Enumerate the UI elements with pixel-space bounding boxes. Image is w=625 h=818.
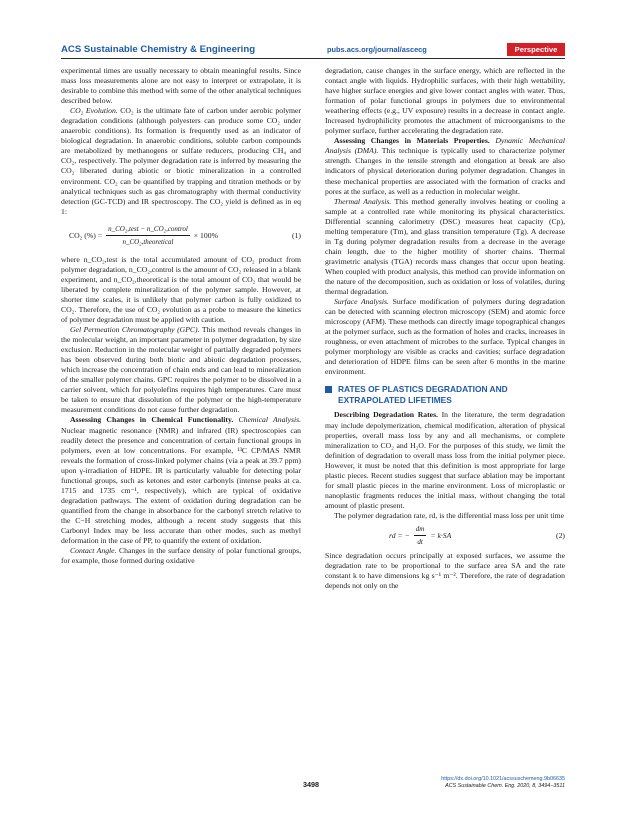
- doi-link[interactable]: https://dx.doi.org/10.1021/acssuschemeng.9b06635: [441, 776, 565, 782]
- paragraph-text: This method reveals changes in the molecular weight, an important parameter in polymer degradation, by size exclusion. Reduction in the molecular weight of partially degraded polymers has been observed during both biotic and abiotic degradation processes, which increase the concentration of chain ends and can lead to mineralization of the smaller polymer chains. GPC requires the polymer to be dissolved in a carrier solvent, which for polyolefins requires high temperatures. Care must be taken to ensure that dissolution of the polymer or the high-temperature measurement conditions do not cause further degradation.: [61, 325, 301, 415]
- subheading-materials-properties: Assessing Changes in Materials Properties.: [334, 136, 490, 146]
- paragraph-dma: [325, 136, 565, 196]
- paragraph-degradation-rates: [325, 410, 565, 510]
- paragraph-text: This method generally involves heating or cooling a sample at a controlled rate while monitoring its physical characteristics. Differential scanning calorimetry (DSC) measures heat capacity (Cp), melting temperature (Tm), and glass transition temperature (Tg). A decrease in Tg during polymer degradation results from a decrease in the average chain length, due to the higher motility of shorter chains. Thermal gravimetric analysis (TGA) records mass changes that occur upon heating. When coupled with product analysis, this method can provide information on the nature of the decomposition, such as oxidation or loss of volatiles, during thermal degradation.: [325, 196, 565, 297]
- equation-lhs: rd = −: [389, 530, 410, 540]
- equation-rhs: = k·SA: [430, 530, 452, 540]
- equation-rhs: × 100%: [193, 230, 218, 240]
- paragraph-surface-analysis: [325, 297, 565, 377]
- article-type-badge: Perspective: [507, 43, 565, 56]
- journal-name: ACS Sustainable Chemistry & Engineering: [61, 44, 256, 55]
- footer-citation: [441, 776, 565, 790]
- equation-fraction: [106, 224, 190, 247]
- paragraph: degradation, cause changes in the surface energy, which are reflected in the contact angle with liquids. Hydrophilic surfaces, with their high wettability, have higher surface energies and give lower contact angles with water. Thus, formation of polar functional groups in polymers due to environmental weathering effects (e.g., UV exposure) results in a decrease in contact angle. Increased hydrophilicity promotes the attachment of microorganisms to the polymer surface, further accelerating the degradation rate.: [325, 66, 565, 136]
- section-title: RATES OF PLASTICS DEGRADATION AND EXTRAPOLATED LIFETIMES: [338, 384, 508, 406]
- equation-1: [61, 221, 301, 251]
- equation-denominator: n_CO₂,theoretical: [122, 238, 174, 247]
- equation-fraction: [414, 524, 427, 547]
- paragraph: experimental times are usually necessary to obtain meaningful results. Since mass loss measurements alone are not easy to interpret or extrapolate, it is desirable to combine this method with some of the other analytical techniques described below.: [61, 66, 301, 106]
- paragraph-text: Nuclear magnetic resonance (NMR) and infrared (IR) spectroscopies can readily detect the presence and concentration of certain functional groups in polymers, even at low concentrations. For example, ¹³C CP/MAS NMR reveals the formation of cross-linked polymer chains (via a peak at 39.7 ppm) upon γ-irradiation of HDPE. IR is particularly valuable for detecting polar functional groups, such as ketones and ester carbonyls (intense peaks at ca. 1715 and 1735 cm⁻¹, respectively), which are typical of oxidative degradation pathways. The extent of oxidation during degradation can be quantified from the change in absorbance for the carbonyl stretch relative to the C−H stretching modes, although a recent study suggests that this Carbonyl Index may be less accurate than other modes, such as methyl deformation in the case of PP, to quantify the extent of oxidation.: [61, 425, 301, 546]
- paragraph-contact-angle: [61, 546, 301, 566]
- right-column: [325, 66, 565, 591]
- section-square-icon: [325, 386, 332, 393]
- equation-number: (2): [556, 530, 565, 540]
- page-number: 3498: [303, 780, 319, 789]
- equation-numerator: dm: [414, 524, 427, 536]
- subheading-contact-angle: Contact Angle.: [70, 546, 117, 556]
- subheading-co2-evolution: CO₂ Evolution.: [70, 106, 118, 116]
- subheading-thermal-analysis: Thermal Analysis.: [334, 196, 392, 206]
- subheading-surface-analysis: Surface Analysis.: [334, 297, 389, 307]
- equation-2: [325, 523, 565, 549]
- subheading-dma: Dynamic Mechanical Analysis (DMA).: [325, 136, 565, 156]
- subheading-chemical-analysis: Chemical Analysis.: [238, 415, 302, 425]
- section-heading: [325, 384, 565, 406]
- paragraph-thermal-analysis: [325, 197, 565, 297]
- equation-denominator: dt: [417, 538, 423, 547]
- header-divider: [61, 58, 565, 59]
- paragraph: where n_CO₂,test is the total accumulated amount of CO₂ product from polymer degradation, n_CO₂,control is the amount of CO₂ released in a blank experiment, and n_CO₂,theoretical is the total amount of CO₂ that would be liberated by complete mineralization of the polymer sample. However, at shorter time scales, it is unlikely that polymer carbon is fully oxidized to CO₂. Therefore, the use of CO₂ evolution as a probe to measure the kinetics of polymer degradation must be applied with caution.: [61, 254, 301, 324]
- equation-number: (1): [292, 230, 301, 240]
- equation-lhs: CO₂ (%) =: [69, 230, 103, 240]
- paragraph-text: This technique is typically used to characterize polymer strength. Changes in the tensile strength and elongation at break are also indicators of physical deterioration during polymer degradation. Changes in these mechanical properties are associated with the formation of cracks and pores at the surface, as well as a reduction in molecular weight.: [325, 146, 565, 196]
- paragraph: Since degradation occurs principally at exposed surfaces, we assume the degradation rate to be proportional to the surface area SA and the rate constant k to have dimensions kg s⁻¹ m⁻². Therefore, the rate of degradation depends not only on the: [325, 550, 565, 591]
- paragraph-gpc: [61, 325, 301, 415]
- subheading-degradation-rates: Describing Degradation Rates.: [334, 410, 438, 420]
- subheading-chemical-functionality: Assessing Changes in Chemical Functionality.: [70, 415, 234, 425]
- journal-url[interactable]: pubs.acs.org/journal/ascecg: [327, 45, 427, 54]
- paragraph-text: In the literature, the term degradation may include depolymerization, chemical modification, alteration of physical properties, overall mass loss by any and all mechanisms, or complete mineralization to CO₂ and H₂O. For the purposes of this study, we limit the definition of degradation to overall mass loss from the initial polymer piece. However, it must be noted that this definition is most appropriate for large plastic pieces. Recent studies suggest that surface ablation may be important for small plastic pieces in the marine environment. Loss of microplastic or nanoplastic fragments reduces the initial mass, without changing the total amount of plastic present.: [325, 410, 565, 510]
- paragraph-co2-evolution: [61, 106, 301, 217]
- equation-numerator: n_CO₂,test − n_CO₂,control: [106, 224, 190, 236]
- paragraph-chemical-analysis: [61, 415, 301, 546]
- left-column: [61, 66, 301, 566]
- subheading-gpc: Gel Permeation Chromatography (GPC).: [70, 325, 200, 335]
- citation-text: ACS Sustainable Chem. Eng. 2020, 8, 3494−3511: [445, 783, 565, 789]
- paragraph-text: Surface modification of polymers during degradation can be detected with scanning electron microscopy (SEM) and atomic force microscopy (AFM). These methods can directly image topographical changes at the polymer surface, such as the formation of holes and cracks, increases in roughness, or even attachment of microbes to the surface. Typical changes in polymer morphology are visible as cracks and cavities; surface degradation and deterioration of HDPE films can be seen after 6 months in the marine environment.: [325, 297, 565, 377]
- paragraph-text: CO₂ is the ultimate fate of carbon under aerobic polymer degradation conditions (although polyesters can produce some CO₂ under anaerobic conditions). Its formation is frequently used as an indicator of biological degradation. In anaerobic conditions, soluble carbon compounds are metabolized by methanogens or sulfate reducers, producing CH₄ and CO₂, respectively. The polymer degradation rate is inferred by measuring the CO₂ liberated during abiotic or biotic mineralization in a controlled environment. CO₂ can be quantified by trapping and titration methods or by analytical techniques such as gas chromatography with thermal conductivity detection (GC-TCD) and IR spectroscopy. The CO₂ yield is defined as in eq 1:: [61, 106, 301, 216]
- paragraph: The polymer degradation rate, rd, is the differential mass loss per unit time: [334, 510, 564, 520]
- paragraph-text: Changes in the surface density of polar functional groups, for example, those formed during oxidative: [61, 546, 302, 566]
